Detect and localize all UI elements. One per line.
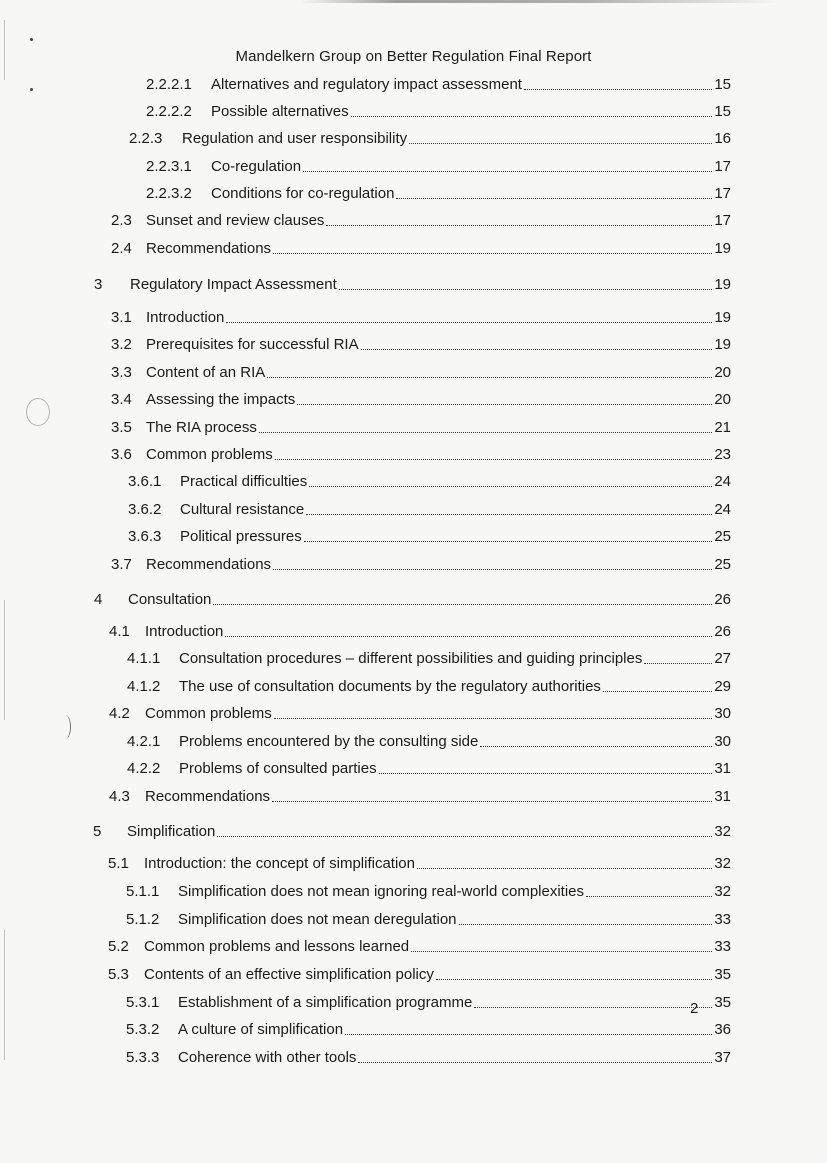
toc-entry-number: 2.3 [111, 212, 132, 229]
toc-entry-number: 3.6.2 [128, 501, 162, 518]
dot-leader [275, 447, 713, 460]
toc-entry-page: 33 [714, 911, 731, 928]
dot-leader [396, 186, 712, 199]
dot-leader [274, 706, 713, 719]
dot-leader [226, 310, 712, 323]
dot-leader [339, 277, 713, 290]
running-header: Mandelkern Group on Better Regulation Final Report [235, 48, 592, 65]
toc-entry-number: 4.1.1 [127, 650, 161, 667]
toc-entry-title: Simplification does not mean ignoring real-world complexities [178, 883, 585, 900]
toc-entry-page: 37 [714, 1049, 731, 1066]
toc-entry [111, 419, 731, 439]
toc-entry-title: Common problems [146, 446, 273, 463]
dot-leader [267, 365, 712, 378]
toc-entry-title: Cultural resistance [180, 501, 305, 518]
toc-entry-title: Regulatory Impact Assessment [130, 276, 337, 293]
toc-entry-page: 20 [714, 364, 731, 381]
toc-entry [111, 391, 731, 411]
dot-leader [436, 967, 712, 980]
toc-entry-number: 4.1 [109, 623, 130, 640]
toc-entry-title: Problems of consulted parties [179, 760, 377, 777]
toc-entry [111, 336, 731, 356]
dot-leader [603, 679, 712, 692]
toc-entry-number: 2.2.3 [129, 130, 163, 147]
toc-entry [126, 1049, 731, 1069]
toc-entry [109, 623, 731, 643]
dot-leader [225, 624, 712, 637]
toc-entry [127, 733, 731, 753]
toc-entry-number: 2.2.2.2 [146, 103, 192, 120]
dot-leader [297, 392, 712, 405]
dot-leader [217, 824, 712, 837]
toc-entry-title: Contents of an effective simplification policy [144, 966, 434, 983]
toc-entry-number: 3.3 [111, 364, 132, 381]
toc-entry-page: 24 [714, 473, 731, 490]
toc-entry-number: 5.1.2 [126, 911, 160, 928]
toc-entry-page: 19 [714, 309, 731, 326]
toc-entry-page: 21 [714, 419, 731, 436]
toc-entry-page: 30 [714, 733, 731, 750]
toc-entry-page: 19 [714, 336, 731, 353]
toc-entry-page: 29 [714, 678, 731, 695]
toc-entry-number: 3.1 [111, 309, 132, 326]
toc-entry-number: 5.3.1 [126, 994, 160, 1011]
toc-entry-number: 5 [93, 823, 102, 840]
toc-entry-number: 4.3 [109, 788, 130, 805]
toc-entry [126, 1021, 731, 1041]
toc-entry-title: The RIA process [146, 419, 257, 436]
toc-entry-page: 15 [714, 103, 731, 120]
toc-entry [126, 994, 731, 1014]
toc-entry [111, 212, 731, 232]
dot-leader [474, 995, 712, 1008]
dot-leader [303, 159, 712, 172]
toc-entry-title: A culture of simplification [178, 1021, 344, 1038]
toc-entry-page: 17 [714, 212, 731, 229]
dot-leader [586, 884, 712, 897]
dot-leader [361, 337, 713, 350]
toc-entry-number: 3.7 [111, 556, 132, 573]
dot-leader [409, 131, 712, 144]
toc-entry-page: 32 [714, 823, 731, 840]
toc-entry [93, 823, 731, 843]
toc-entry-title: Possible alternatives [211, 103, 349, 120]
dot-leader [379, 761, 713, 774]
dot-leader [644, 651, 712, 664]
toc-entry-number: 3.6 [111, 446, 132, 463]
toc-entry [109, 788, 731, 808]
dot-leader [351, 104, 713, 117]
toc-entry-page: 24 [714, 501, 731, 518]
dot-leader [213, 592, 712, 605]
dot-leader [459, 912, 713, 925]
scan-edge-artifact [300, 0, 780, 3]
toc-entry-number: 5.1.1 [126, 883, 160, 900]
dot-leader [273, 241, 712, 254]
dot-leader [259, 420, 712, 433]
toc-entry-page: 35 [714, 966, 731, 983]
toc-entry-number: 5.3 [108, 966, 129, 983]
toc-entry-page: 32 [714, 883, 731, 900]
dot-leader [411, 939, 712, 952]
toc-entry [128, 473, 731, 493]
toc-entry-title: Assessing the impacts [146, 391, 296, 408]
toc-entry [129, 130, 731, 150]
toc-entry [146, 103, 731, 123]
dot-leader [309, 474, 712, 487]
toc-entry-page: 16 [714, 130, 731, 147]
toc-entry-number: 4 [94, 591, 103, 608]
toc-entry [109, 705, 731, 725]
toc-entry [111, 309, 731, 329]
dot-leader [306, 502, 712, 515]
toc-entry-title: The use of consultation documents by the regulatory authorities [179, 678, 601, 695]
toc-entry [111, 556, 731, 576]
dot-leader [345, 1022, 712, 1035]
toc-entry-page: 17 [714, 158, 731, 175]
dot-leader [304, 529, 713, 542]
toc-entry-title: Simplification [127, 823, 216, 840]
toc-entry-page: 26 [714, 623, 731, 640]
toc-entry-page: 26 [714, 591, 731, 608]
toc-entry [127, 678, 731, 698]
toc-entry-number: 5.3.3 [126, 1049, 160, 1066]
toc-entry-number: 4.2.2 [127, 760, 161, 777]
dot-leader [524, 77, 712, 90]
toc-entry-title: Common problems [145, 705, 272, 722]
toc-entry [108, 966, 731, 986]
toc-entry [111, 240, 731, 260]
toc-entry-title: Introduction [146, 309, 225, 326]
toc-entry-title: Introduction: the concept of simplification [144, 855, 415, 872]
scan-bracket-mark [60, 715, 71, 739]
toc-entry-title: Problems encountered by the consulting side [179, 733, 479, 750]
toc-entry [111, 364, 731, 384]
dot-leader [417, 856, 712, 869]
toc-entry-page: 25 [714, 528, 731, 545]
toc-entry-page: 20 [714, 391, 731, 408]
toc-entry-title: Consultation [128, 591, 212, 608]
dot-leader [326, 213, 712, 226]
punch-hole-mark [26, 398, 50, 426]
toc-entry-title: Recommendations [146, 240, 272, 257]
toc-entry-title: Sunset and review clauses [146, 212, 325, 229]
toc-entry-page: 32 [714, 855, 731, 872]
toc-entry-title: Conditions for co-regulation [211, 185, 395, 202]
toc-entry [146, 158, 731, 178]
toc-entry-title: Recommendations [145, 788, 271, 805]
toc-entry-page: 31 [714, 788, 731, 805]
page-number: 2 [690, 1000, 699, 1017]
toc-entry-page: 25 [714, 556, 731, 573]
toc-entry-number: 4.2.1 [127, 733, 161, 750]
toc-entry-number: 5.3.2 [126, 1021, 160, 1038]
toc-entry-page: 19 [714, 240, 731, 257]
toc-entry [126, 911, 731, 931]
toc-entry-title: Common problems and lessons learned [144, 938, 410, 955]
toc-entry-number: 3 [94, 276, 103, 293]
toc-entry-number: 2.2.2.1 [146, 76, 192, 93]
toc-entry-page: 36 [714, 1021, 731, 1038]
toc-entry-page: 33 [714, 938, 731, 955]
toc-entry-title: Consultation procedures – different possibilities and guiding principles [179, 650, 643, 667]
scan-speck [30, 88, 33, 91]
scan-margin-line [4, 930, 5, 1060]
toc-entry-title: Simplification does not mean deregulation [178, 911, 457, 928]
toc-entry [146, 76, 731, 96]
toc-entry-page: 31 [714, 760, 731, 777]
dot-leader [480, 734, 712, 747]
toc-entry-number: 4.1.2 [127, 678, 161, 695]
toc-entry-title: Recommendations [146, 556, 272, 573]
toc-entry [126, 883, 731, 903]
toc-entry-page: 17 [714, 185, 731, 202]
dot-leader [272, 789, 712, 802]
toc-entry-page: 27 [714, 650, 731, 667]
toc-entry-page: 19 [714, 276, 731, 293]
toc-entry [108, 938, 731, 958]
toc-entry-number: 4.2 [109, 705, 130, 722]
toc-entry [127, 650, 731, 670]
toc-entry-title: Content of an RIA [146, 364, 266, 381]
dot-leader [358, 1050, 712, 1063]
scan-margin-line [4, 600, 5, 720]
toc-entry [108, 855, 731, 875]
toc-entry [128, 528, 731, 548]
toc-entry-number: 3.5 [111, 419, 132, 436]
dot-leader [273, 557, 712, 570]
toc-entry-title: Prerequisites for successful RIA [146, 336, 359, 353]
toc-entry-title: Political pressures [180, 528, 302, 545]
scan-speck [30, 38, 33, 41]
toc-entry-number: 5.1 [108, 855, 129, 872]
toc-entry-number: 3.2 [111, 336, 132, 353]
toc-entry-number: 2.2.3.2 [146, 185, 192, 202]
toc-entry [146, 185, 731, 205]
toc-entry-title: Coherence with other tools [178, 1049, 357, 1066]
toc-entry-title: Alternatives and regulatory impact assessment [211, 76, 522, 93]
toc-entry-number: 3.6.3 [128, 528, 162, 545]
toc-entry-number: 3.6.1 [128, 473, 162, 490]
toc-entry-number: 5.2 [108, 938, 129, 955]
toc-entry [127, 760, 731, 780]
toc-entry [111, 446, 731, 466]
toc-entry [94, 591, 731, 611]
toc-entry-page: 30 [714, 705, 731, 722]
toc-entry-number: 3.4 [111, 391, 132, 408]
toc-entry-title: Practical difficulties [180, 473, 308, 490]
toc-entry-number: 2.2.3.1 [146, 158, 192, 175]
toc-entry [128, 501, 731, 521]
toc-entry-page: 15 [714, 76, 731, 93]
toc-entry-page: 35 [714, 994, 731, 1011]
toc-entry [94, 276, 731, 296]
toc-entry-number: 2.4 [111, 240, 132, 257]
toc-entry-page: 23 [714, 446, 731, 463]
toc-entry-title: Establishment of a simplification programme [178, 994, 473, 1011]
toc-entry-title: Regulation and user responsibility [182, 130, 408, 147]
toc-entry-title: Introduction [145, 623, 224, 640]
toc-entry-title: Co-regulation [211, 158, 302, 175]
